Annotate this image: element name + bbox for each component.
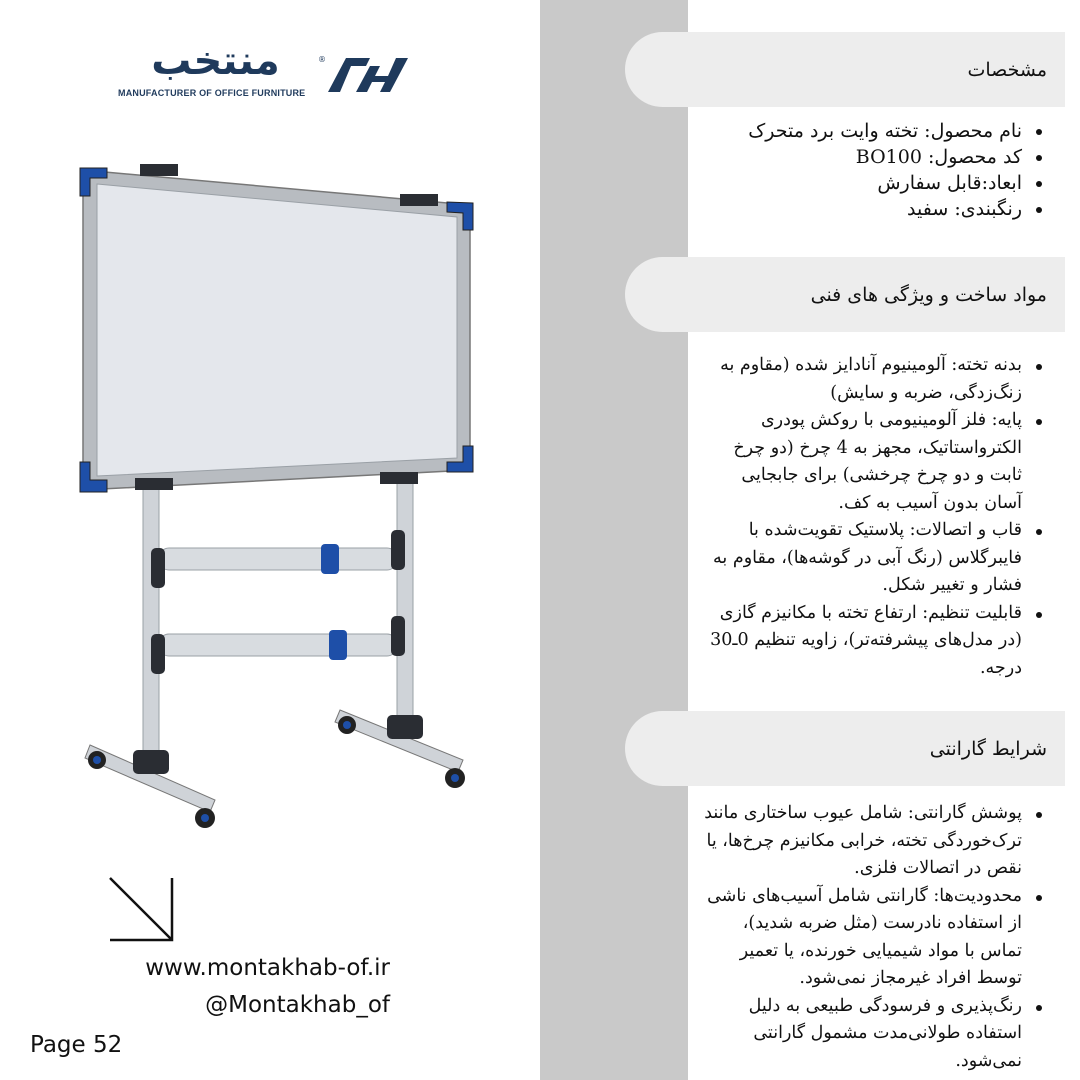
list-item: قابلیت تنظیم: ارتفاع تخته با مکانیزم گازی (در مدل‌های پیشرفته‌تر)، زاویه تنظیم 0ـ30 درجه. [702, 600, 1022, 683]
section-header-materials [625, 257, 1065, 332]
section-title: مواد ساخت و ویژگی های فنی [810, 283, 1047, 306]
warranty-list [702, 800, 1044, 1075]
list-item: کد محصول: BO100 [692, 144, 1022, 170]
brand-name: منتخب [151, 38, 280, 84]
list-item: نام محصول: تخته وایت برد متحرک [692, 118, 1022, 144]
social-handle[interactable]: @Montakhab_of [205, 992, 390, 1018]
website-link[interactable]: www.montakhab-of.ir [145, 955, 390, 981]
specs-list [692, 118, 1044, 222]
list-item: محدودیت‌ها: گارانتی شامل آسیب‌های ناشی از استفاده نادرست (مثل ضربه شدید)، تماس با مواد شیمیایی خورنده، یا تعمیر توسط افراد غیرمجاز نمی‌شود. [702, 883, 1022, 993]
section-title: مشخصات [967, 58, 1047, 81]
brand-mark-icon [318, 52, 413, 94]
arrow-down-right-icon [108, 876, 176, 944]
list-item: قاب و اتصالات: پلاستیک تقویت‌شده با فایبرگلاس (رنگ آبی در گوشه‌ها)، مقاوم به فشار و تغییر شکل. [702, 517, 1022, 600]
list-item: بدنه تخته: آلومینیوم آنادایز شده (مقاوم به زنگ‌زدگی، ضربه و سایش) [702, 352, 1022, 407]
list-item: رنگ‌پذیری و فرسودگی طبیعی به دلیل استفاده طولانی‌مدت مشمول گارانتی نمی‌شود. [702, 993, 1022, 1076]
brand-tagline: MANUFACTURER OF OFFICE FURNITURE [118, 88, 306, 98]
registered-mark: ® [318, 55, 326, 64]
list-item: ابعاد:قابل سفارش [692, 170, 1022, 196]
section-header-warranty [625, 711, 1065, 786]
materials-list [702, 352, 1044, 682]
section-title: شرایط گارانتی [929, 737, 1047, 760]
decorative-gray-column [540, 0, 688, 1080]
brand-logo [118, 38, 418, 104]
mobile-whiteboard-image [75, 160, 475, 840]
page-number: Page 52 [30, 1032, 123, 1058]
list-item: پوشش گارانتی: شامل عیوب ساختاری مانند ترک‌خوردگی تخته، خرابی مکانیزم چرخ‌ها، یا نقص در اتصالات فلزی. [702, 800, 1022, 883]
list-item: رنگبندی: سفید [692, 196, 1022, 222]
list-item: پایه: فلز آلومینیومی با روکش پودری الکترواستاتیک، مجهز به 4 چرخ (دو چرخ ثابت و دو چرخ چرخشی) برای جابجایی آسان بدون آسیب به کف. [702, 407, 1022, 517]
section-header-specs [625, 32, 1065, 107]
